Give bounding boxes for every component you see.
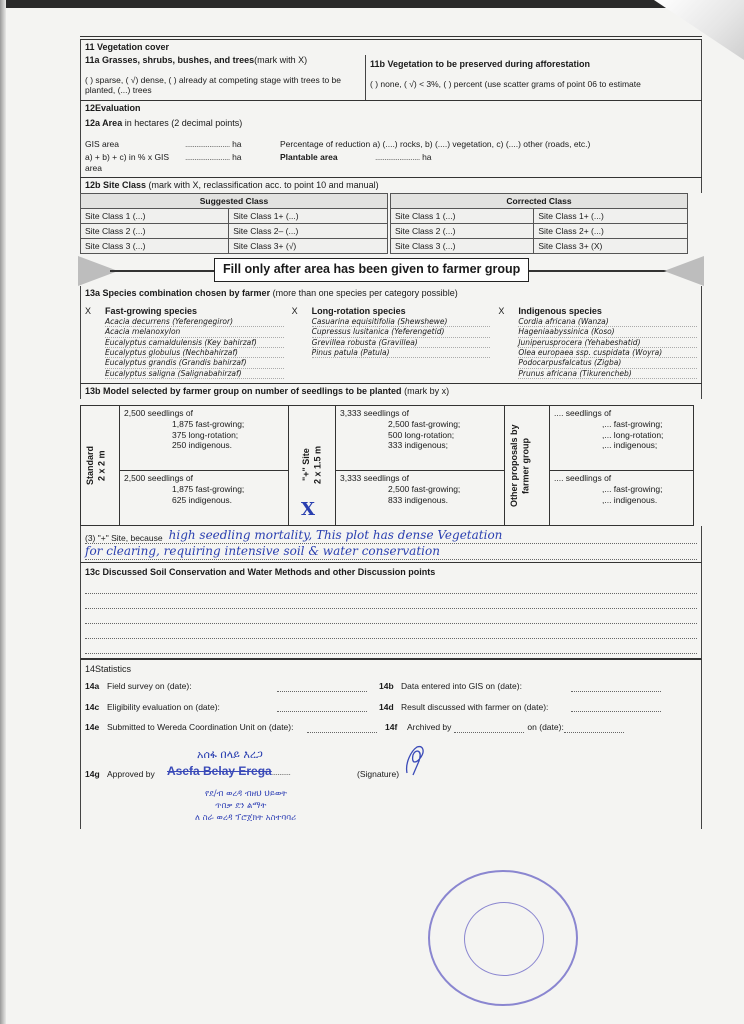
stamp-line-1: የደ/ብ ወረዳ ብዘህ ህይወት [205, 789, 288, 800]
species-item[interactable]: Cordia africana (Wanza) [518, 317, 697, 327]
suggested-site-class-2minus[interactable]: Site Class 2– (...) [229, 224, 388, 239]
suggested-site-class-3plus[interactable]: Site Class 3+ (√) [229, 239, 388, 254]
indigenous-header: Indigenous species [518, 305, 602, 316]
eligibility-date-field[interactable] [277, 702, 367, 713]
section-11 [80, 40, 702, 100]
section-12 [80, 101, 702, 177]
stat-14e-code: 14e [85, 722, 100, 733]
stat-14b-label: Data entered into GIS on (date): [401, 680, 522, 691]
approver-amharic-name: አሰፋ በላይ እረጋ [197, 748, 263, 762]
standard-2-total: 2,500 seedlings of [124, 473, 193, 484]
result-discussed-date-field[interactable] [571, 702, 661, 713]
species-item[interactable]: Acacia decurrens (Yeferengegiror) [105, 317, 284, 327]
scan-edge-left [0, 0, 6, 1024]
standard-spacing: 2 x 2 m [96, 450, 107, 482]
standard-label-cell [81, 406, 120, 526]
section-13a-note: (more than one species per category possible) [272, 288, 458, 299]
indigenous-mark[interactable]: X [498, 305, 505, 316]
section-13a [80, 286, 702, 383]
standard-1-fast: 1,875 fast-growing; [172, 419, 245, 429]
suggested-site-class-3[interactable]: Site Class 3 (...) [81, 239, 229, 254]
section-13b-title: 13b Model selected by farmer group on number of seedlings to be planted [85, 386, 402, 397]
species-item[interactable]: Juniperusprocera (Yehabeshatid) [518, 338, 697, 348]
discussion-line-4[interactable] [85, 624, 697, 639]
approver-stamp-text [195, 789, 697, 825]
species-item[interactable]: Hageniaabyssinica (Koso) [518, 327, 697, 337]
standard-2-indigenous: 625 indigenous. [172, 494, 233, 505]
corrected-site-class-3[interactable]: Site Class 3 (...) [391, 239, 534, 254]
plus-site-reason [80, 526, 702, 563]
fast-growing-mark[interactable]: X [85, 305, 92, 316]
plus-2-indigenous: 833 indigenous. [388, 494, 449, 505]
fast-growing-column [81, 306, 288, 380]
corrected-site-class-2[interactable]: Site Class 2 (...) [391, 224, 534, 239]
banner-message: Fill only after area has been given to farmer group [214, 258, 529, 282]
corrected-class-table [390, 193, 688, 254]
standard-1-long: 375 long-rotation; [172, 429, 239, 440]
species-item[interactable]: Eucalyptus camaldulensis (Key bahirzaf) [105, 338, 284, 348]
reduction-area-field[interactable]: ........................ [185, 151, 230, 162]
standard-2-fast: 1,875 fast-growing; [172, 484, 245, 494]
section-13c-title: 13c Discussed Soil Conservation and Water Methods and other Discussion points [85, 567, 436, 578]
plus-site-mark[interactable]: X [301, 498, 315, 520]
section-11a-title: 11a Grasses, shrubs, bushes, and trees [85, 55, 255, 66]
section-12a-note: in hectares (2 decimal points) [124, 118, 243, 128]
standard-1-total: 2,500 seedlings of [124, 408, 193, 419]
stat-14c-code: 14c [85, 701, 100, 712]
other-1-long: ,... long-rotation; [602, 429, 664, 440]
other-2-total: .... seedlings of [554, 473, 612, 484]
section-14: 14Statistics 14a Field survey on (date): 14b Data entered into GIS on (date): 14c Eligibility evaluation on (date): 14d Result discussed with farmer on (date): 14e Submitted to Wereda Coordination Unit on (date): 14f Archived by on (date): 14g Approved by አሰፋ በላይ እረጋ Asefa Belay Erega.......... (Signature) የደ/ብ ወረዳ ብዘህ ህይወት ጥበቃ ደን ልማት ለ ስራ ወረዳ ፕሮጀክት አስተባባሪ [80, 660, 702, 829]
section-12-title: 12Evaluation [85, 102, 141, 113]
section-12b-note: (mark with X, reclassification acc. to point 10 and manual) [148, 180, 379, 191]
stat-14b-code: 14b [379, 680, 394, 691]
percentage-reduction[interactable]: Percentage of reduction a) (....) rocks, b) (....) vegetation, c) (....) other (roads, etc.) [280, 139, 591, 150]
corrected-site-class-1plus[interactable]: Site Class 1+ (...) [534, 209, 688, 224]
other-2-fast: ,... fast-growing; [602, 484, 663, 494]
other-option-1[interactable] [550, 406, 694, 471]
corrected-site-class-2plus[interactable]: Site Class 2+ (...) [534, 224, 688, 239]
other-proposals-label: Other proposals by farmer group [509, 424, 531, 508]
other-option-2[interactable] [550, 471, 694, 526]
stat-14f-label: Archived by [407, 722, 452, 733]
gis-entry-date-field[interactable] [571, 681, 661, 692]
plus-site-label-cell [289, 406, 336, 526]
signature-mark-icon [403, 743, 427, 780]
species-item[interactable]: Prunus africana (Tikurencheb) [518, 369, 697, 379]
plus-2-fast: 2,500 fast-growing; [388, 484, 461, 494]
standard-label: Standard [85, 446, 95, 486]
species-item[interactable]: Olea europaea ssp. cuspidata (Woyra) [518, 348, 697, 358]
other-1-fast: ,... fast-growing; [602, 419, 663, 429]
archived-by-field[interactable] [454, 722, 524, 733]
gis-area-field[interactable]: ........................ [185, 139, 230, 150]
stat-14f-code: 14f [385, 722, 398, 733]
discussion-line-3[interactable] [85, 609, 697, 624]
seedling-model-table [80, 405, 694, 526]
official-round-stamp-icon [428, 870, 578, 1006]
form-page [80, 36, 702, 829]
discussion-line-5[interactable] [85, 639, 697, 654]
section-13a-title: 13a Species combination chosen by farmer [85, 288, 271, 299]
banner-arrow-right-icon [664, 256, 704, 286]
plantable-area-field[interactable]: ........................ [375, 151, 420, 162]
species-item[interactable]: Podocarpusfalcatus (Zigba) [518, 358, 697, 368]
vegetation-density-options[interactable]: ( ) sparse, ( √) dense, ( ) already at competing stage with trees to be planted, (...) trees [85, 74, 342, 96]
stat-14d-code: 14d [379, 701, 394, 712]
section-14-title: 14Statistics [85, 663, 132, 674]
section-11-title: 11 Vegetation cover [85, 42, 170, 52]
submitted-date-field[interactable] [307, 722, 377, 733]
approver-name: Asefa Belay Erega [167, 764, 272, 779]
plus-site-label: "+" Site [300, 448, 311, 481]
reason-handwriting-1[interactable]: high seedling mortality, This plot has dense Vegetation [168, 528, 503, 543]
archived-date-field[interactable] [564, 722, 624, 733]
fast-growing-header: Fast-growing species [105, 305, 198, 316]
reduction-area-unit: ha [232, 151, 242, 162]
reduction-formula-label: a) + b) + c) in % x GIS area [85, 151, 170, 173]
species-item[interactable]: Grevillea robusta (Gravillea) [312, 338, 491, 348]
stat-14f-on-label: on (date): [527, 722, 564, 733]
stat-14e-label: Submitted to Wereda Coordination Unit on (date): [107, 722, 294, 733]
plantable-area-label: Plantable area [280, 151, 338, 162]
indigenous-column [494, 306, 701, 380]
species-item[interactable]: Eucalyptus saligna (Salignabahirzaf) [105, 369, 284, 379]
other-proposals-label-cell [505, 406, 550, 526]
fill-after-banner [80, 256, 702, 286]
stat-14g-code: 14g [85, 768, 100, 779]
long-rotation-mark[interactable]: X [291, 305, 298, 316]
species-item[interactable]: Eucalyptus grandis (Grandis bahirzaf) [105, 358, 284, 368]
plus-1-total: 3,333 seedlings of [340, 408, 409, 419]
suggested-class-header: Suggested Class [81, 194, 388, 209]
discussion-line-2[interactable] [85, 594, 697, 609]
vegetation-preserved-options[interactable]: ( ) none, ( √) < 3%, ( ) percent (use scatter grams of point 06 to estimate [370, 78, 641, 89]
suggested-class-table [80, 193, 388, 254]
other-1-total: .... seedlings of [554, 408, 612, 419]
plus-1-fast: 2,500 fast-growing; [388, 419, 461, 429]
gis-area-label: GIS area [85, 139, 120, 150]
section-13b-note: (mark by x) [404, 386, 450, 397]
plus-site-spacing: 2 x 1.5 m [312, 445, 322, 484]
section-12b-title: 12b Site Class [85, 180, 147, 191]
corrected-site-class-1[interactable]: Site Class 1 (...) [391, 209, 534, 224]
stamp-line-2: ጥበቃ ደን ልማት [215, 801, 267, 812]
stat-14a-code: 14a [85, 680, 100, 691]
section-12a-title: 12a Area [85, 118, 123, 128]
discussion-line-1[interactable] [85, 579, 697, 594]
section-11a-note: (mark with X) [254, 55, 308, 66]
species-item[interactable]: Casuarina equisitifolia (Shewshewe) [312, 317, 491, 327]
stat-14a-label: Field survey on (date): [107, 680, 192, 691]
reason-label: (3) "+" Site, because [85, 532, 163, 543]
other-1-indigenous: ,... indigenous; [602, 440, 658, 451]
stat-14c-label: Eligibility evaluation on (date): [107, 701, 220, 712]
corrected-site-class-3plus[interactable]: Site Class 3+ (X) [534, 239, 688, 254]
signature-label: (Signature) [357, 768, 400, 779]
species-item[interactable]: Pinus patula (Patula) [312, 348, 491, 358]
gis-area-unit: ha [232, 139, 242, 150]
field-survey-date-field[interactable] [277, 681, 367, 692]
species-item[interactable]: Acacia melanoxylon [105, 327, 284, 337]
plus-2-total: 3,333 seedlings of [340, 473, 409, 484]
species-item[interactable]: Cupressus lusitanica (Yeferengetid) [312, 327, 491, 337]
corrected-class-header: Corrected Class [391, 194, 688, 209]
section-11b-title: 11b Vegetation to be preserved during afforestation [370, 59, 591, 70]
scan-edge-top [0, 0, 744, 8]
section-13c [80, 563, 702, 659]
stamp-line-3: ለ ስራ ወረዳ ፕሮጀክት አስተባባሪ [195, 813, 297, 824]
standard-option-1[interactable] [120, 406, 289, 471]
species-item[interactable]: Eucalyptus globulus (Nechbahirzaf) [105, 348, 284, 358]
plus-1-long: 500 long-rotation; [388, 429, 455, 440]
standard-1-indigenous: 250 indigenous. [172, 440, 233, 451]
plus-site-option-2[interactable] [336, 471, 505, 526]
other-2-indigenous: ,... indigenous. [602, 494, 658, 505]
suggested-site-class-1plus[interactable]: Site Class 1+ (...) [229, 209, 388, 224]
long-rotation-header: Long-rotation species [311, 305, 406, 316]
long-rotation-column [288, 306, 495, 380]
suggested-site-class-1[interactable]: Site Class 1 (...) [81, 209, 229, 224]
suggested-site-class-2[interactable]: Site Class 2 (...) [81, 224, 229, 239]
site-class-tables [80, 193, 702, 254]
reason-handwriting-2[interactable]: for clearing, requiring intensive soil & water conservation [85, 544, 440, 559]
standard-option-2[interactable] [120, 471, 289, 526]
plantable-area-unit: ha [422, 151, 432, 162]
stat-14g-label: Approved by [107, 768, 155, 779]
stat-14d-label: Result discussed with farmer on (date): [401, 701, 549, 712]
plus-1-indigenous: 333 indigenous; [388, 440, 449, 451]
plus-site-option-1[interactable] [336, 406, 505, 471]
